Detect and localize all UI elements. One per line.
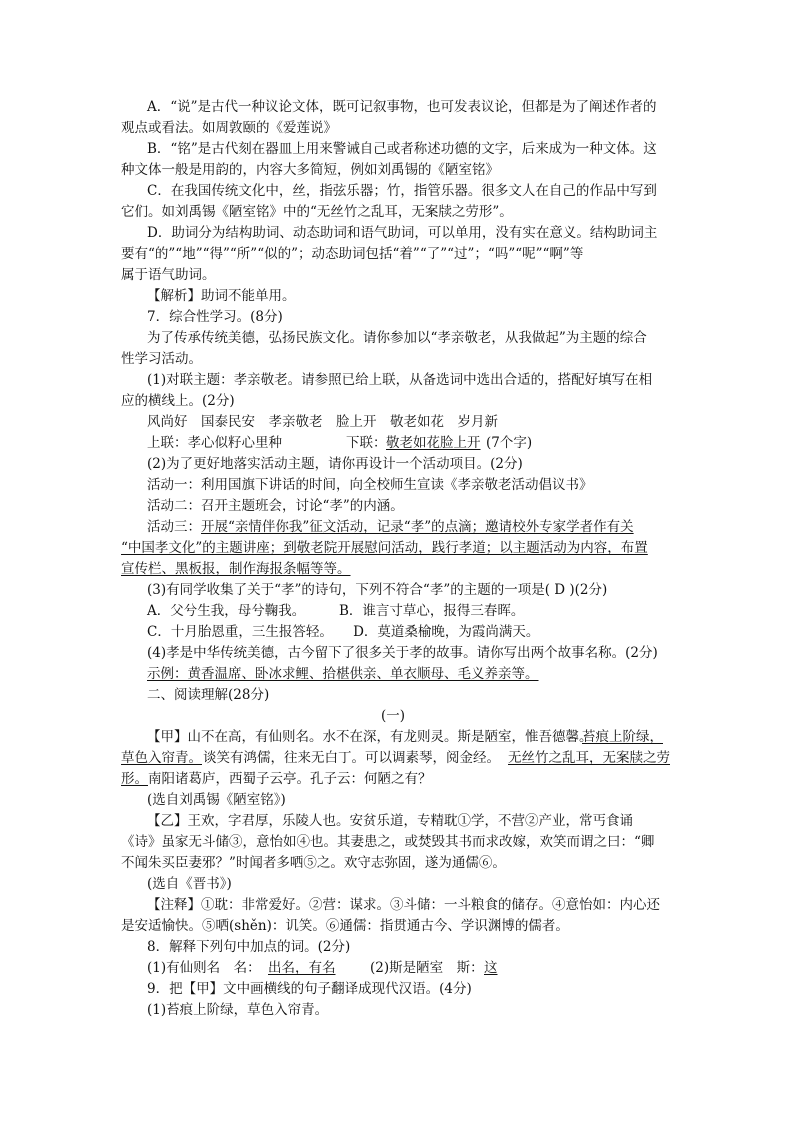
q7-1-line-2: 应的横线上。(2分) — [121, 393, 235, 409]
option-d-line-2: 要有“的”“地”“得”“所”“似的”；动态助词包括“着”“了”“过”；“吗”“呢”“啊”等 — [121, 246, 584, 262]
activity-three-label: 活动三： — [147, 519, 201, 535]
q7-2-heading: (2)为了更好地落实活动主题，请你再设计一个活动项目。(2分) — [147, 456, 523, 472]
question-8-heading: 8．解释下列句中加点的词。(2分) — [147, 939, 351, 955]
section-2-heading: 二、阅读理解(28分) — [147, 687, 270, 703]
notes-line-1: 【注释】①耽：非常爱好。②营：谋求。③斗储：一斗粮食的储存。④意怡如：内心还 — [147, 897, 660, 913]
option-c-line-2: 它们。如刘禹锡《陋室铭》中的“无丝竹之乱耳，无案牍之劳形”。 — [121, 204, 513, 220]
q9-1-sentence: (1)苔痕上阶绿，草色入帘青。 — [147, 1002, 329, 1018]
activity-three-answer-1: 开展“亲情伴你我”征文活动，记录“孝”的点滴；邀请校外专家学者作有关 — [201, 519, 634, 535]
passage-yi-line-3: 不闻朱买臣妻邪？”时闻者多哂⑤之。欢守志弥固，遂为通儒⑥。 — [121, 855, 506, 871]
q7-4-answer: 示例：黄香温席、卧冰求鲤、拾椹供亲、单衣顺母、毛义养亲等。 — [147, 666, 539, 682]
candidate-words: 风尚好 国泰民安 孝亲敬老 脸上开 敬老如花 岁月新 — [147, 414, 498, 430]
passage-jia-line-3b: 南阳诸葛庐，西蜀子云亭。孔子云：何陋之有？ — [148, 771, 432, 787]
passage-jia-line-3a: 形。 — [121, 771, 148, 787]
question-7-heading: 7．综合性学习。(8分) — [147, 309, 283, 325]
option-a-line-1: A．“说”是古代一种议论文体，既可记叙事物，也可发表议论，但都是为了阐述作者的 — [147, 99, 657, 115]
q8-2-answer: 这 — [484, 960, 498, 976]
lower-couplet-answer: 敬老如花脸上开 — [386, 435, 481, 451]
option-a-line-2: 观点或看法。如周敦颐的《爱莲说》 — [121, 120, 337, 136]
q8-2-label: (2)斯是陋室 斯： — [370, 960, 484, 976]
option-d-line-3: 属于语气助词。 — [121, 267, 216, 283]
q7-intro-line-2: 性学习活动。 — [121, 351, 202, 367]
passage-jia-line-1b: 苔痕上阶绿， — [582, 729, 663, 745]
passage-jia-line-2a: 草色入帘青。 — [121, 750, 202, 766]
option-b-line-1: B．“铭”是古代刻在器皿上用来警诫自己或者称述功德的文字，后来成为一种文体。这 — [147, 141, 657, 157]
passage-jia-line-2b: 谈笑有鸿儒，往来无白丁。可以调素琴，阅金经。 — [203, 750, 500, 766]
q8-1-answer: 出名，有名 — [268, 960, 336, 976]
option-b-line-2: 种文体一般是用韵的，内容大多简短，例如刘禹锡的《陋室铭》 — [121, 162, 499, 178]
activity-one: 活动一：利用国旗下讲话的时间，向全校师生宣读《孝亲敬老活动倡议书》 — [147, 477, 593, 493]
upper-couplet: 上联：孝心似籽心里种 — [147, 435, 282, 451]
q7-1-line-1: (1)对联主题：孝亲敬老。请参照已给上联，从备选词中选出合适的，搭配好填写在相 — [147, 372, 653, 388]
q7-3-heading: (3)有同学收集了关于“孝”的诗句，下列不符合“孝”的主题的一项是( D )(2分) — [147, 582, 608, 598]
activity-three-answer-3: 宣传栏、黑板报，制作海报条幅等等。 — [121, 561, 351, 577]
passage-yi-line-2: 《诗》虽家无斗储③，意怡如④也。其妻患之，或焚毁其书而求改嫁，欢笑而谓之曰：“卿 — [121, 834, 655, 850]
passage-yi-line-1: 【乙】王欢，字君厚，乐陵人也。安贫乐道，专精耽①学，不营②产业，常丐食诵 — [147, 813, 633, 829]
passage-jia-line-1a: 【甲】山不在高，有仙则名。水不在深，有龙则灵。斯是陋室，惟吾德馨。 — [147, 729, 593, 745]
passage-jia-source: (选自刘禹锡《陋室铭》) — [147, 792, 286, 808]
passage-jia-line-2c: 无丝竹之乱耳，无案牍之劳 — [508, 750, 670, 766]
q7-3-options-ab: A．父兮生我，母兮鞠我。 B．谁言寸草心，报得三春晖。 — [147, 603, 525, 619]
notes-line-2: 是安适愉快。⑤哂(shěn)：讥笑。⑥通儒：指贯通古今、学识渊博的儒者。 — [121, 918, 569, 934]
q7-intro-line-1: 为了传承传统美德，弘扬民族文化。请你参加以“孝亲敬老，从我做起”为主题的综合 — [147, 330, 647, 346]
lower-couplet-note: (7个字) — [486, 435, 533, 451]
passage-yi-source: (选自《晋书》) — [147, 876, 232, 892]
analysis-line: 【解析】助词不能单用。 — [147, 288, 296, 304]
option-d-line-1: D．助词分为结构助词、动态助词和语气助词，可以单用，没有实在意义。结构助词主 — [147, 225, 658, 241]
activity-two: 活动二：召开主题班会，讨论“孝”的内涵。 — [147, 498, 404, 514]
q7-3-options-cd: C．十月胎恩重，三生报答轻。 D．莫道桑榆晚，为霞尚满天。 — [147, 624, 540, 640]
q8-1-label: (1)有仙则名 名： — [147, 960, 261, 976]
q7-4-heading: (4)孝是中华传统美德，古今留下了很多关于孝的故事。请你写出两个故事名称。(2分) — [147, 645, 658, 661]
passage-one-title: (一) — [381, 708, 406, 724]
option-c-line-1: C．在我国传统文化中，丝，指弦乐器；竹，指管乐器。很多文人在自己的作品中写到 — [147, 183, 657, 199]
question-9-heading: 9．把【甲】文中画横线的句子翻译成现代汉语。(4分) — [147, 981, 472, 997]
lower-couplet-label: 下联： — [346, 435, 387, 451]
activity-three-answer-2: “中国孝文化”的主题讲座；到敬老院开展慰问活动，践行孝道；以主题活动为内容，布置 — [121, 540, 648, 556]
